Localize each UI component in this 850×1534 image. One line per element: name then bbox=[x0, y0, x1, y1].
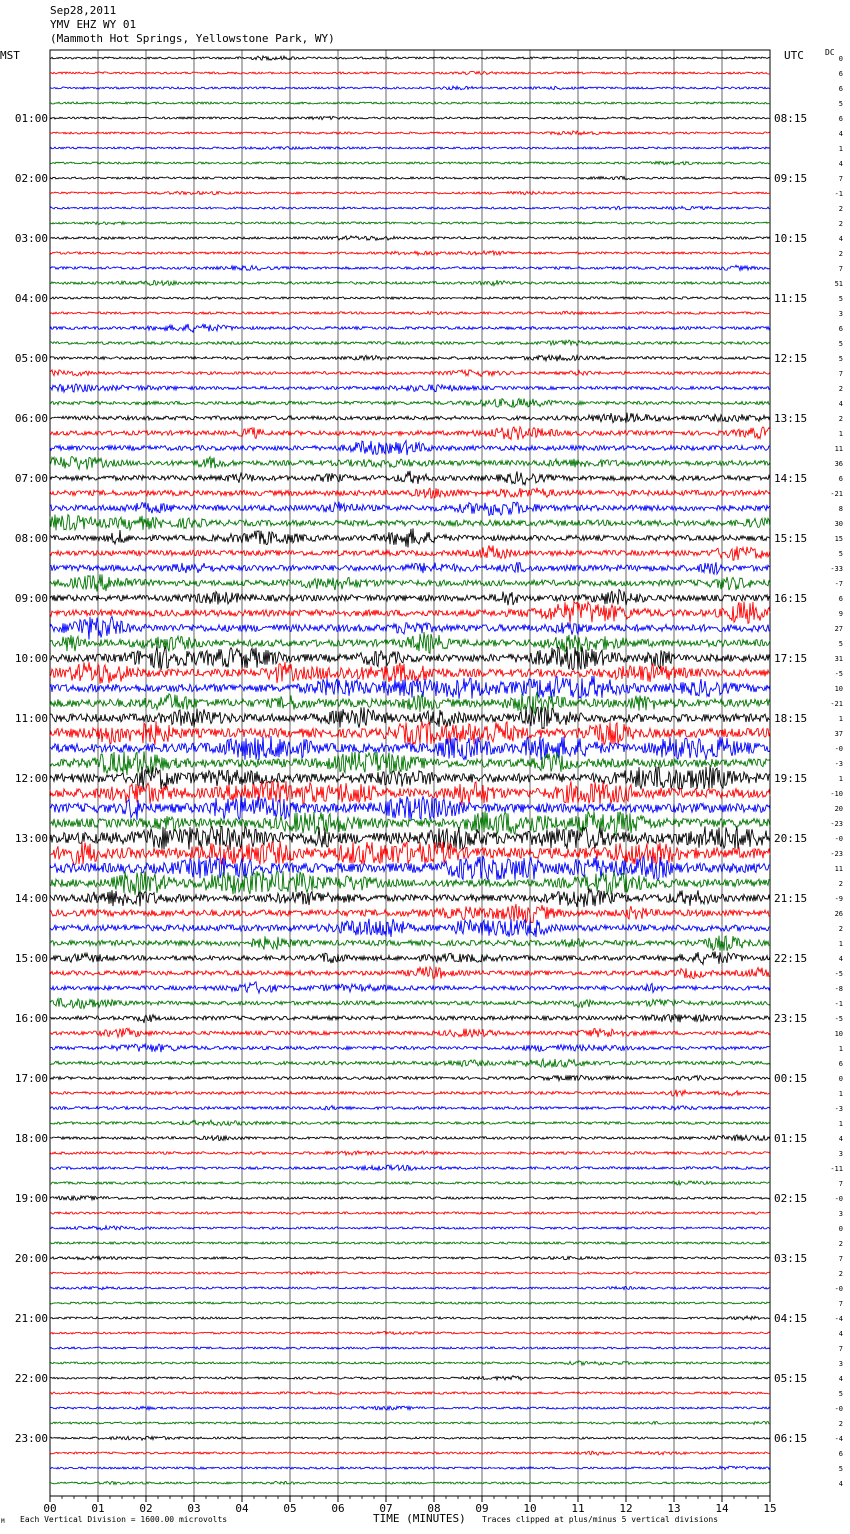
trace-line bbox=[50, 399, 770, 408]
trace-line bbox=[50, 602, 770, 624]
trace-line bbox=[50, 919, 770, 937]
dc-offset-value: -3 bbox=[834, 1105, 843, 1113]
dc-offset-value: -11 bbox=[830, 1165, 843, 1173]
dc-offset-value: -1 bbox=[834, 190, 843, 198]
trace-line bbox=[50, 311, 770, 314]
dc-offset-value: 2 bbox=[838, 1240, 843, 1248]
dc-offset-value: -3 bbox=[834, 760, 843, 768]
right-hour-label: 00:15 bbox=[774, 1072, 808, 1085]
trace-line bbox=[50, 457, 770, 470]
left-hour-label: 17:00 bbox=[14, 1072, 48, 1085]
trace-line bbox=[50, 502, 770, 516]
dc-offset-value: 2 bbox=[838, 385, 843, 393]
dc-offset-value: 8 bbox=[838, 505, 843, 513]
x-tick-label: 01 bbox=[91, 1502, 105, 1515]
dc-offset-value: 11 bbox=[834, 445, 843, 453]
dc-offset-value: -4 bbox=[834, 1315, 843, 1323]
seismic-traces bbox=[50, 56, 770, 1484]
trace-line bbox=[50, 1212, 770, 1214]
trace-line bbox=[50, 562, 770, 574]
dc-offset-value: 51 bbox=[834, 280, 843, 288]
dc-offset-value: 1 bbox=[838, 775, 843, 783]
trace-line bbox=[50, 1151, 770, 1155]
dc-offset-value: 2 bbox=[838, 220, 843, 228]
x-tick-label: 06 bbox=[331, 1502, 345, 1515]
dc-offset-value: 36 bbox=[834, 460, 843, 468]
dc-offset-value: 5 bbox=[838, 640, 843, 648]
trace-line bbox=[50, 574, 770, 591]
dc-offset-value: 1 bbox=[838, 1045, 843, 1053]
x-tick-label: 07 bbox=[379, 1502, 393, 1515]
left-hour-label: 04:00 bbox=[14, 292, 48, 305]
dc-offset-value: -4 bbox=[834, 1435, 843, 1443]
dc-offset-value: -8 bbox=[834, 985, 843, 993]
dc-offset-value: 4 bbox=[838, 1375, 843, 1383]
trace-line bbox=[50, 632, 770, 653]
trace-line bbox=[50, 1196, 770, 1200]
left-hour-label: 14:00 bbox=[14, 892, 48, 905]
left-hour-label: 16:00 bbox=[14, 1012, 48, 1025]
trace-line bbox=[50, 56, 770, 60]
x-tick-label: 02 bbox=[139, 1502, 153, 1515]
left-hour-label: 15:00 bbox=[14, 952, 48, 965]
right-hour-label: 18:15 bbox=[774, 712, 808, 725]
trace-line bbox=[50, 1059, 770, 1067]
x-tick-label: 08 bbox=[427, 1502, 441, 1515]
left-hour-label: 22:00 bbox=[14, 1372, 48, 1385]
trace-line bbox=[50, 662, 770, 684]
right-timezone-label: UTC bbox=[784, 49, 804, 62]
dc-offset-header: DC bbox=[825, 48, 835, 57]
trace-line bbox=[50, 528, 770, 547]
dc-offset-value: 5 bbox=[838, 1465, 843, 1473]
left-hour-label: 21:00 bbox=[14, 1312, 48, 1325]
clip-note: Traces clipped at plus/minus 5 vertical divisions bbox=[482, 1515, 719, 1524]
dc-offset-value: 6 bbox=[838, 595, 843, 603]
scale-note: Each Vertical Division = 1600.00 microvolts bbox=[20, 1515, 228, 1524]
right-hour-label: 04:15 bbox=[774, 1312, 808, 1325]
dc-offset-value: -0 bbox=[834, 1405, 843, 1413]
dc-offset-value: 2 bbox=[838, 1420, 843, 1428]
trace-line bbox=[50, 355, 770, 362]
right-hour-label: 06:15 bbox=[774, 1432, 808, 1445]
dc-offset-value: 2 bbox=[838, 1270, 843, 1278]
dc-offset-value: 2 bbox=[838, 880, 843, 888]
trace-line bbox=[50, 1361, 770, 1365]
dc-offset-value: 7 bbox=[838, 1345, 843, 1353]
dc-offset-value: -5 bbox=[834, 970, 843, 978]
trace-line bbox=[50, 370, 770, 377]
dc-offset-value: 5 bbox=[838, 340, 843, 348]
dc-offset-value: 4 bbox=[838, 1330, 843, 1338]
trace-line bbox=[50, 1090, 770, 1097]
dc-offset-value: 37 bbox=[834, 730, 843, 738]
trace-line bbox=[50, 176, 770, 179]
trace-line bbox=[50, 116, 770, 119]
dc-offset-value: 15 bbox=[834, 535, 843, 543]
trace-line bbox=[50, 951, 770, 964]
trace-line bbox=[50, 206, 770, 210]
dc-offset-value: 4 bbox=[838, 160, 843, 168]
trace-line bbox=[50, 384, 770, 392]
left-hour-label: 06:00 bbox=[14, 412, 48, 425]
trace-line bbox=[50, 811, 770, 834]
dc-offset-value: 20 bbox=[834, 805, 843, 813]
left-hour-label: 02:00 bbox=[14, 172, 48, 185]
x-axis-title: TIME (MINUTES) bbox=[373, 1512, 466, 1525]
dc-offset-value: 7 bbox=[838, 175, 843, 183]
dc-offset-value: 1 bbox=[838, 145, 843, 153]
right-hour-label: 08:15 bbox=[774, 112, 808, 125]
trace-line bbox=[50, 1347, 770, 1349]
right-hour-label: 17:15 bbox=[774, 652, 808, 665]
dc-offset-value: 3 bbox=[838, 1360, 843, 1368]
left-hour-label: 08:00 bbox=[14, 532, 48, 545]
dc-offset-value: 31 bbox=[834, 655, 843, 663]
dc-offset-value: 7 bbox=[838, 1180, 843, 1188]
trace-line bbox=[50, 1392, 770, 1394]
right-hour-label: 13:15 bbox=[774, 412, 808, 425]
trace-line bbox=[50, 297, 770, 299]
right-hour-label: 16:15 bbox=[774, 592, 808, 605]
dc-offset-value: -21 bbox=[830, 700, 843, 708]
dc-offset-value: -5 bbox=[834, 1015, 843, 1023]
trace-line bbox=[50, 1014, 770, 1023]
dc-offset-value: 6 bbox=[838, 70, 843, 78]
trace-line bbox=[50, 1226, 770, 1230]
trace-line bbox=[50, 1466, 770, 1469]
x-tick-label: 03 bbox=[187, 1502, 201, 1515]
trace-line bbox=[50, 826, 770, 850]
trace-line bbox=[50, 131, 770, 135]
left-timezone-label: MST bbox=[0, 49, 20, 62]
trace-line bbox=[50, 1331, 770, 1334]
corner-mark: M bbox=[1, 1518, 5, 1525]
x-tick-label: 04 bbox=[235, 1502, 249, 1515]
x-tick-label: 00 bbox=[43, 1502, 57, 1515]
dc-offset-value: 10 bbox=[834, 685, 843, 693]
trace-line bbox=[50, 147, 770, 150]
trace-line bbox=[50, 1406, 770, 1410]
dc-offset-value: 5 bbox=[838, 100, 843, 108]
dc-offset-value: 26 bbox=[834, 910, 843, 918]
trace-line bbox=[50, 251, 770, 255]
dc-offset-value: 5 bbox=[838, 355, 843, 363]
dc-offset-value: -1 bbox=[834, 1000, 843, 1008]
trace-line bbox=[50, 999, 770, 1009]
trace-line bbox=[50, 161, 770, 165]
trace-line bbox=[50, 441, 770, 455]
trace-line bbox=[50, 102, 770, 104]
dc-offset-value: 6 bbox=[838, 475, 843, 483]
dc-offset-value: -7 bbox=[834, 580, 843, 588]
right-hour-label: 02:15 bbox=[774, 1192, 808, 1205]
right-hour-label: 05:15 bbox=[774, 1372, 808, 1385]
left-hour-label: 05:00 bbox=[14, 352, 48, 365]
dc-offset-value: 1 bbox=[838, 715, 843, 723]
trace-line bbox=[50, 1481, 770, 1484]
trace-line bbox=[50, 1075, 770, 1080]
dc-offset-value: 6 bbox=[838, 1450, 843, 1458]
dc-offset-value: 3 bbox=[838, 1210, 843, 1218]
trace-line bbox=[50, 1436, 770, 1440]
dc-offset-value: 2 bbox=[838, 205, 843, 213]
left-hour-label: 19:00 bbox=[14, 1192, 48, 1205]
x-tick-label: 11 bbox=[571, 1502, 585, 1515]
right-hour-label: 15:15 bbox=[774, 532, 808, 545]
trace-line bbox=[50, 71, 770, 74]
trace-line bbox=[50, 265, 770, 270]
right-hour-label: 14:15 bbox=[774, 472, 808, 485]
trace-line bbox=[50, 1316, 770, 1320]
trace-line bbox=[50, 1451, 770, 1455]
trace-line bbox=[50, 967, 770, 979]
dc-offset-value: -9 bbox=[834, 895, 843, 903]
x-tick-label: 13 bbox=[667, 1502, 681, 1515]
trace-line bbox=[50, 936, 770, 951]
dc-offset-value: 0 bbox=[838, 1225, 843, 1233]
x-tick-label: 14 bbox=[715, 1502, 729, 1515]
trace-line bbox=[50, 1181, 770, 1185]
dc-offset-value: 4 bbox=[838, 130, 843, 138]
trace-line bbox=[50, 324, 770, 332]
station-code: YMV EHZ WY 01 bbox=[50, 18, 137, 31]
left-hour-label: 23:00 bbox=[14, 1432, 48, 1445]
trace-line bbox=[50, 427, 770, 440]
dc-offset-value: 7 bbox=[838, 265, 843, 273]
right-hour-label: 19:15 bbox=[774, 772, 808, 785]
trace-line bbox=[50, 488, 770, 499]
dc-offset-value: 9 bbox=[838, 610, 843, 618]
right-hour-label: 11:15 bbox=[774, 292, 808, 305]
dc-offset-value: -33 bbox=[830, 565, 843, 573]
trace-line bbox=[50, 514, 770, 530]
trace-line bbox=[50, 86, 770, 90]
trace-line bbox=[50, 1256, 770, 1259]
left-hour-label: 11:00 bbox=[14, 712, 48, 725]
dc-offset-value: 3 bbox=[838, 310, 843, 318]
dc-offset-value: -23 bbox=[830, 820, 843, 828]
dc-offset-value: 4 bbox=[838, 400, 843, 408]
left-hour-label: 12:00 bbox=[14, 772, 48, 785]
trace-line bbox=[50, 1106, 770, 1110]
trace-line bbox=[50, 1421, 770, 1424]
left-hour-label: 18:00 bbox=[14, 1132, 48, 1145]
right-hour-label: 09:15 bbox=[774, 172, 808, 185]
right-hour-label: 12:15 bbox=[774, 352, 808, 365]
left-hour-label: 07:00 bbox=[14, 472, 48, 485]
trace-line bbox=[50, 692, 770, 714]
dc-offset-value: 6 bbox=[838, 85, 843, 93]
dc-offset-value: 10 bbox=[834, 1030, 843, 1038]
dc-offset-value: 30 bbox=[834, 520, 843, 528]
dc-offset-value: 4 bbox=[838, 955, 843, 963]
dc-offset-value: 1 bbox=[838, 1090, 843, 1098]
trace-line bbox=[50, 1120, 770, 1125]
right-hour-label: 23:15 bbox=[774, 1012, 808, 1025]
dc-offset-value: -10 bbox=[830, 790, 843, 798]
trace-line bbox=[50, 904, 770, 923]
trace-line bbox=[50, 1044, 770, 1052]
dc-offset-value: -0 bbox=[834, 745, 843, 753]
dc-offset-value: 4 bbox=[838, 1480, 843, 1488]
trace-line bbox=[50, 1302, 770, 1304]
trace-line bbox=[50, 676, 770, 699]
left-hour-label: 01:00 bbox=[14, 112, 48, 125]
dc-offset-value: 1 bbox=[838, 430, 843, 438]
dc-offset-value: 4 bbox=[838, 1135, 843, 1143]
dc-offset-value: 27 bbox=[834, 625, 843, 633]
trace-line bbox=[50, 471, 770, 485]
trace-line bbox=[50, 616, 770, 639]
left-hour-label: 20:00 bbox=[14, 1252, 48, 1265]
station-location: (Mammoth Hot Springs, Yellowstone Park, WY) bbox=[50, 32, 335, 45]
trace-line bbox=[50, 1376, 770, 1380]
left-hour-label: 10:00 bbox=[14, 652, 48, 665]
trace-line bbox=[50, 721, 770, 745]
trace-line bbox=[50, 590, 770, 606]
trace-line bbox=[50, 766, 770, 789]
right-hour-label: 10:15 bbox=[774, 232, 808, 245]
trace-line bbox=[50, 340, 770, 345]
trace-line bbox=[50, 982, 770, 993]
dc-offset-value: 0 bbox=[838, 1075, 843, 1083]
trace-line bbox=[50, 1165, 770, 1170]
dc-offset-value: 7 bbox=[838, 370, 843, 378]
dc-offset-value: 5 bbox=[838, 1390, 843, 1398]
trace-line bbox=[50, 236, 770, 240]
dc-offset-value: 4 bbox=[838, 235, 843, 243]
x-tick-label: 05 bbox=[283, 1502, 297, 1515]
dc-offset-value: -0 bbox=[834, 835, 843, 843]
trace-line bbox=[50, 646, 770, 670]
x-tick-label: 09 bbox=[475, 1502, 489, 1515]
chart-date: Sep28,2011 bbox=[50, 4, 117, 17]
dc-offset-value: 3 bbox=[838, 1150, 843, 1158]
trace-line bbox=[50, 1272, 770, 1275]
x-tick-label: 15 bbox=[763, 1502, 777, 1515]
dc-offset-value: -0 bbox=[834, 1285, 843, 1293]
trace-line bbox=[50, 1028, 770, 1037]
dc-offset-value: 0 bbox=[838, 55, 843, 63]
right-hour-label: 22:15 bbox=[774, 952, 808, 965]
dc-offset-value: 5 bbox=[838, 295, 843, 303]
dc-offset-value: 7 bbox=[838, 1300, 843, 1308]
dc-offset-value: 1 bbox=[838, 1120, 843, 1128]
x-tick-label: 10 bbox=[523, 1502, 537, 1515]
dc-offset-value: 2 bbox=[838, 415, 843, 423]
dc-offset-value: 5 bbox=[838, 550, 843, 558]
trace-line bbox=[50, 871, 770, 895]
trace-line bbox=[50, 1242, 770, 1244]
dc-offset-value: 2 bbox=[838, 925, 843, 933]
right-hour-label: 03:15 bbox=[774, 1252, 808, 1265]
trace-line bbox=[50, 413, 770, 423]
dc-offset-value: 11 bbox=[834, 865, 843, 873]
trace-line bbox=[50, 191, 770, 194]
dc-offset-value: -5 bbox=[834, 670, 843, 678]
dc-offset-value: 1 bbox=[838, 940, 843, 948]
left-hour-label: 03:00 bbox=[14, 232, 48, 245]
dc-offset-value: -21 bbox=[830, 490, 843, 498]
dc-offset-value: -0 bbox=[834, 1195, 843, 1203]
x-tick-label: 12 bbox=[619, 1502, 633, 1515]
dc-offset-value: 6 bbox=[838, 325, 843, 333]
dc-offset-value: 6 bbox=[838, 115, 843, 123]
trace-line bbox=[50, 545, 770, 560]
right-hour-label: 01:15 bbox=[774, 1132, 808, 1145]
dc-offset-value: 7 bbox=[838, 1255, 843, 1263]
trace-line bbox=[50, 888, 770, 907]
right-hour-label: 20:15 bbox=[774, 832, 808, 845]
left-hour-label: 13:00 bbox=[14, 832, 48, 845]
dc-offset-value: 2 bbox=[838, 250, 843, 258]
trace-line bbox=[50, 1286, 770, 1289]
dc-offset-value: 6 bbox=[838, 1060, 843, 1068]
dc-offset-value: -23 bbox=[830, 850, 843, 858]
right-hour-label: 21:15 bbox=[774, 892, 808, 905]
trace-line bbox=[50, 222, 770, 225]
trace-line bbox=[50, 1135, 770, 1141]
trace-line bbox=[50, 280, 770, 286]
left-hour-label: 09:00 bbox=[14, 592, 48, 605]
